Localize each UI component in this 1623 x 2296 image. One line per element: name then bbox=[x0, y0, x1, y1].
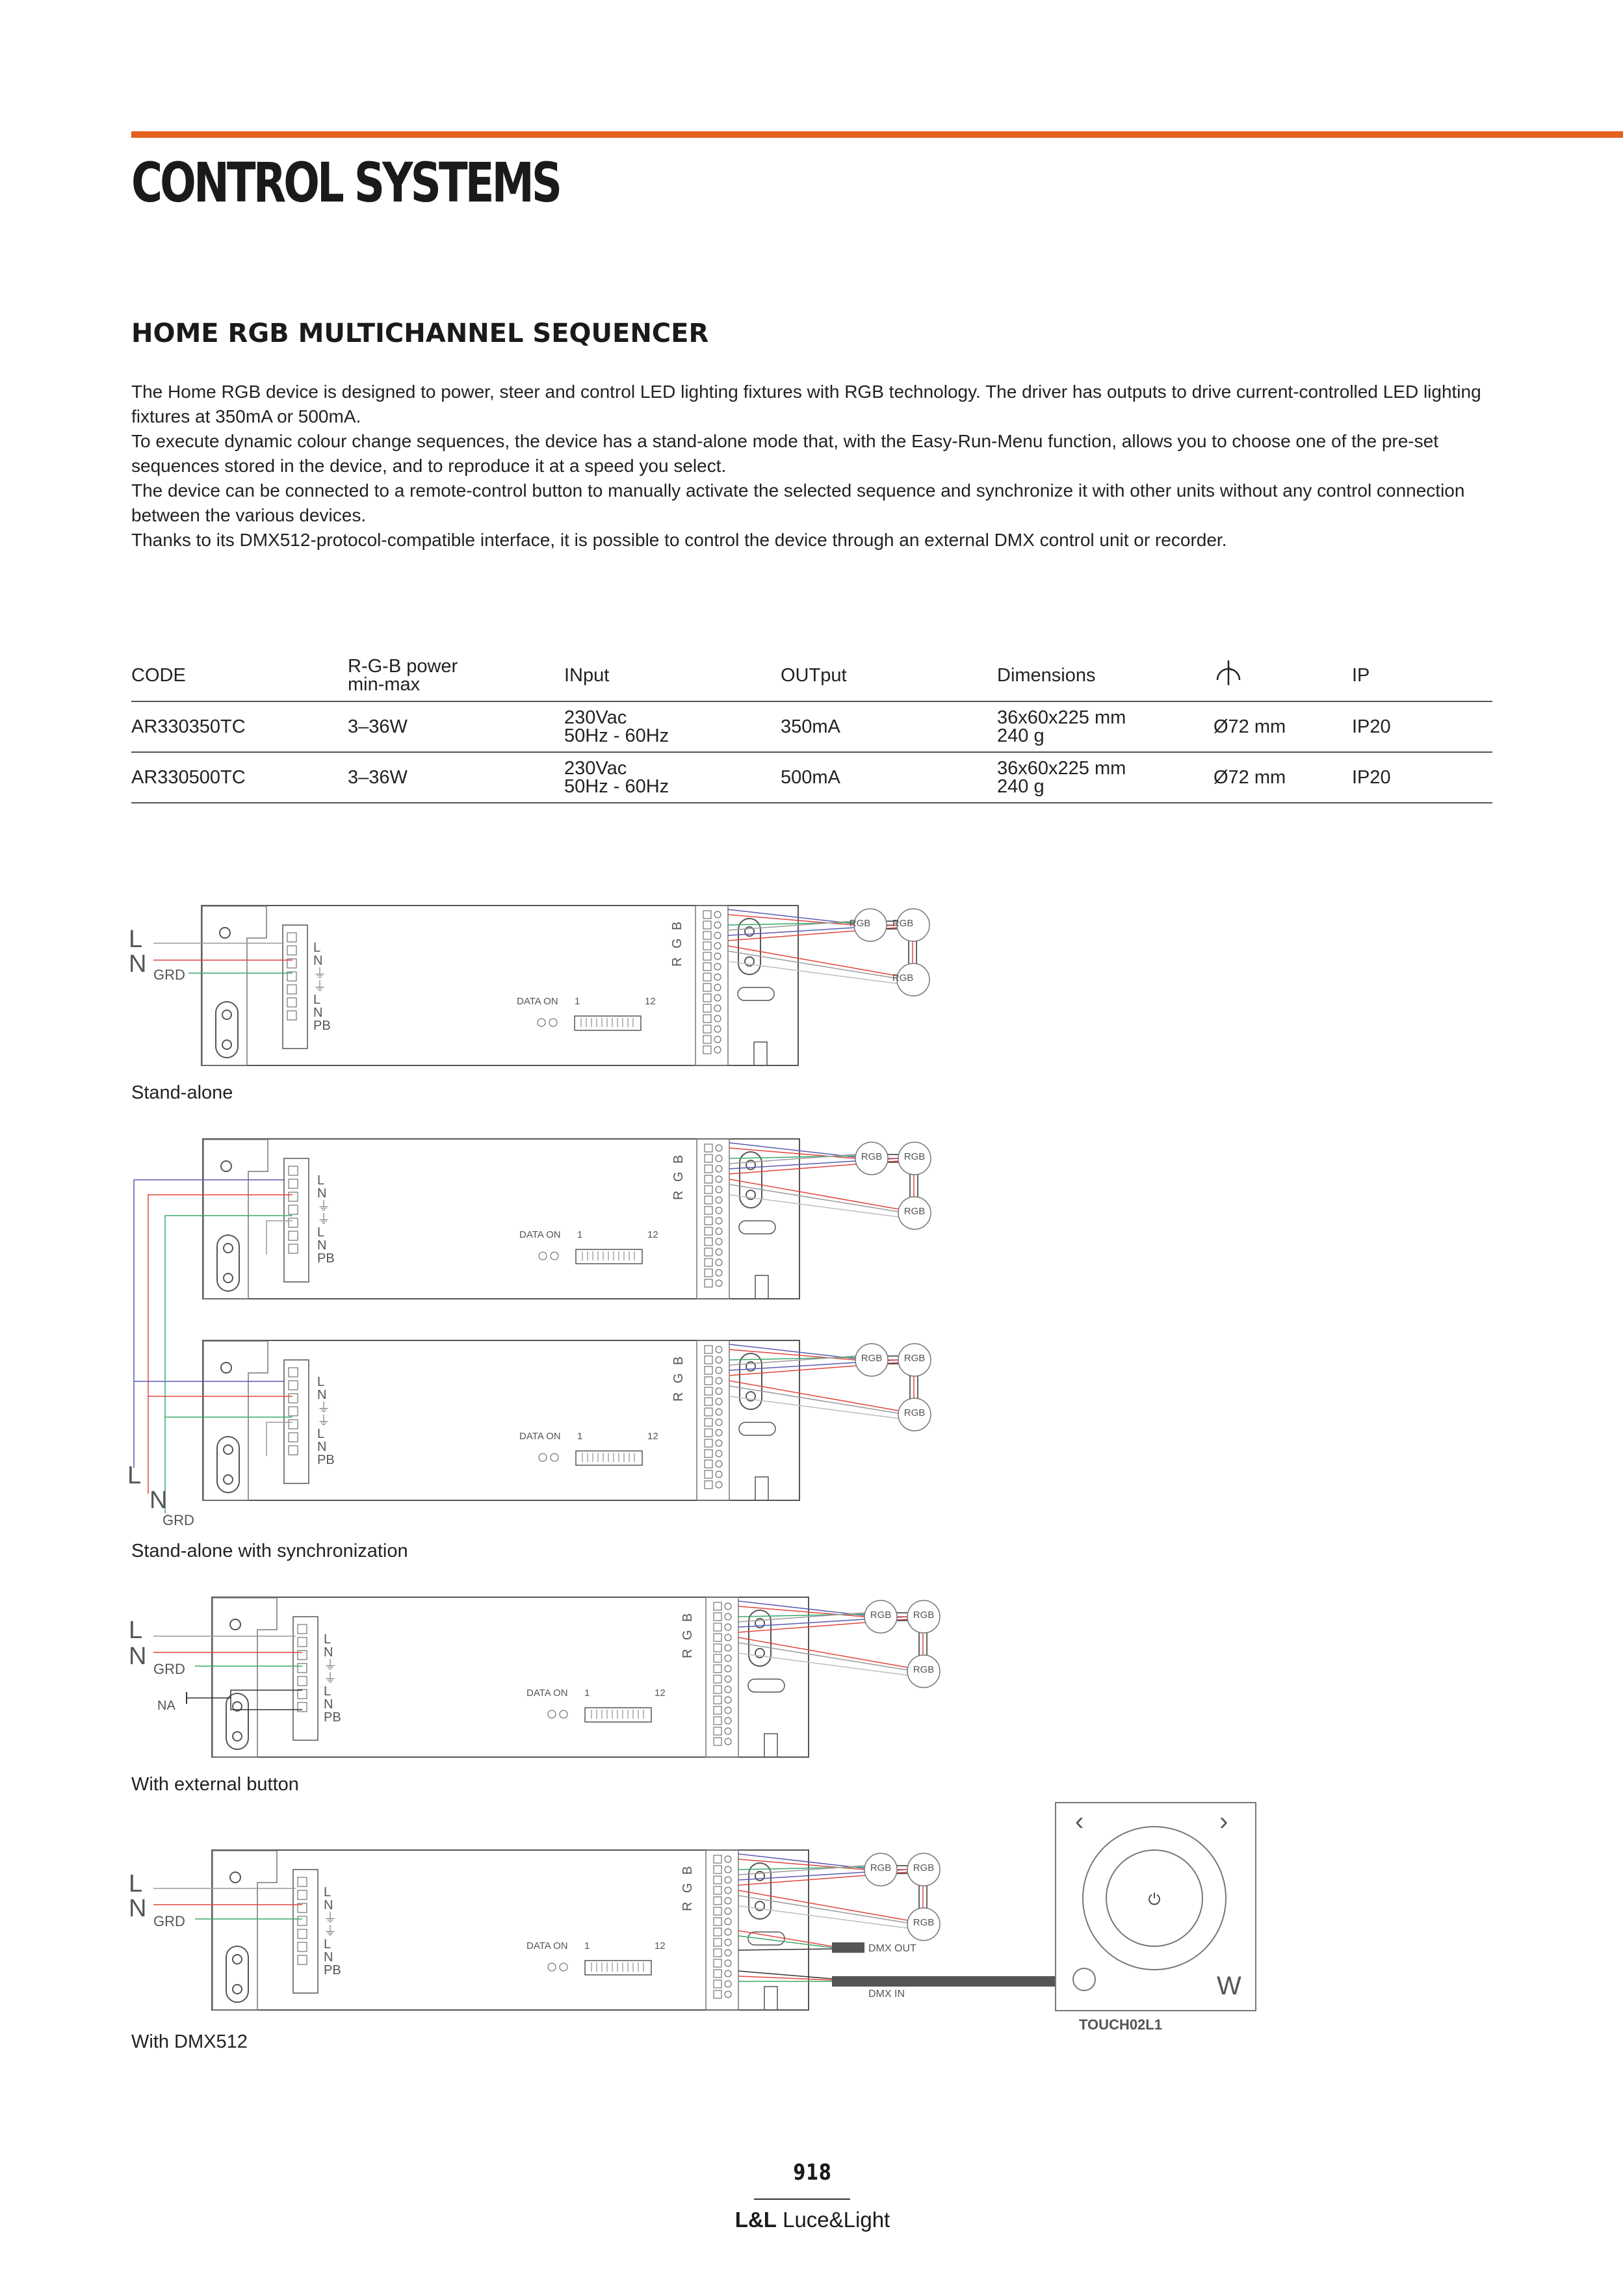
label-R: R bbox=[681, 1901, 695, 1911]
dmx-out-cable bbox=[832, 1942, 864, 1953]
label-R: R bbox=[670, 957, 684, 967]
cell-dim-line: 240 g bbox=[997, 725, 1045, 746]
label-GRD: GRD bbox=[153, 1661, 185, 1677]
term-earth: ⏚ bbox=[324, 1671, 337, 1686]
term-earth: ⏚ bbox=[317, 1414, 330, 1428]
term-L: L bbox=[317, 1375, 325, 1389]
caption-sync: Stand-alone with synchronization bbox=[131, 1541, 408, 1561]
label-dip-start: 1 bbox=[577, 1431, 583, 1442]
term-N: N bbox=[317, 1388, 327, 1402]
term-L: L bbox=[324, 1937, 331, 1951]
term-L: L bbox=[324, 1885, 331, 1899]
cell-input-line: 230Vac bbox=[564, 758, 627, 779]
col-output: OUTput bbox=[781, 650, 997, 701]
label-B: B bbox=[671, 1155, 686, 1164]
term-N: N bbox=[317, 1440, 327, 1454]
label-data-on: DATA ON bbox=[526, 1688, 568, 1699]
label-rgb: RGB bbox=[861, 1151, 883, 1162]
label-rgb: RGB bbox=[892, 918, 914, 929]
term-N: N bbox=[324, 1950, 333, 1964]
label-G: G bbox=[681, 1630, 695, 1640]
intro-paragraph: The Home RGB device is designed to power, steer and control LED lighting fixtures with RGB technology. The driver has outputs to drive current-controlled LED lighting fixtures at 350mA or 500mA. bbox=[131, 382, 1481, 426]
cell-dim-line: 36x60x225 mm bbox=[997, 707, 1126, 728]
term-L: L bbox=[324, 1684, 331, 1699]
intro-paragraph: To execute dynamic colour change sequences, the device has a stand-alone mode that, with the Easy-Run-Menu function, allows you to choose one of the pre-set sequences stored in the device, and to reproduce it at a speed you select. bbox=[131, 431, 1438, 476]
touch-w-label: W bbox=[1217, 1972, 1241, 2000]
cell-code: AR330350TC bbox=[131, 701, 348, 752]
cell-code: AR330500TC bbox=[131, 752, 348, 803]
label-GRD: GRD bbox=[153, 1913, 185, 1929]
caption-standalone: Stand-alone bbox=[131, 1082, 233, 1103]
label-rgb: RGB bbox=[892, 972, 914, 984]
label-data-on: DATA ON bbox=[517, 996, 558, 1007]
label-rgb: RGB bbox=[870, 1610, 892, 1621]
label-dip-start: 1 bbox=[575, 996, 580, 1007]
term-L: L bbox=[313, 993, 321, 1007]
label-R: R bbox=[681, 1649, 695, 1658]
term-N: N bbox=[324, 1645, 333, 1660]
col-code: CODE bbox=[131, 650, 348, 701]
label-dip-end: 12 bbox=[655, 1940, 666, 1951]
label-rgb: RGB bbox=[913, 1917, 935, 1928]
label-G: G bbox=[671, 1171, 686, 1182]
touch-left-icon: ‹ bbox=[1075, 1807, 1084, 1836]
footer-rule bbox=[754, 2198, 850, 2200]
diagram-standalone bbox=[129, 906, 929, 1065]
label-dip-end: 12 bbox=[655, 1688, 666, 1699]
term-L: L bbox=[324, 1632, 331, 1647]
term-earth: ⏚ bbox=[317, 1199, 330, 1214]
cell-dim-line: 240 g bbox=[997, 776, 1045, 797]
page-number: 918 bbox=[793, 2159, 832, 2185]
col-ip: IP bbox=[1352, 650, 1492, 701]
term-N: N bbox=[317, 1238, 327, 1253]
label-rgb: RGB bbox=[861, 1353, 883, 1364]
brand-text: Luce&Light bbox=[783, 2208, 890, 2232]
touch-panel bbox=[1056, 1803, 1256, 2033]
label-dip-start: 1 bbox=[584, 1688, 590, 1699]
touch-model-label: TOUCH02L1 bbox=[1079, 2016, 1162, 2033]
term-PB: PB bbox=[317, 1251, 335, 1266]
term-PB: PB bbox=[313, 1019, 331, 1033]
term-earth: ⏚ bbox=[313, 967, 326, 981]
label-R: R bbox=[671, 1392, 686, 1402]
page-title: CONTROL SYSTEMS bbox=[131, 151, 560, 215]
term-earth: ⏚ bbox=[317, 1212, 330, 1227]
label-G: G bbox=[671, 1373, 686, 1383]
label-dmx-out: DMX OUT bbox=[868, 1943, 916, 1954]
label-B: B bbox=[681, 1613, 695, 1622]
cell-ip: IP20 bbox=[1352, 752, 1492, 803]
term-earth: ⏚ bbox=[313, 980, 326, 994]
cell-input-line: 50Hz - 60Hz bbox=[564, 725, 669, 746]
dmx-in-cable bbox=[832, 1976, 1056, 1987]
caption-external: With external button bbox=[131, 1774, 299, 1795]
label-data-on: DATA ON bbox=[519, 1431, 561, 1442]
term-L: L bbox=[317, 1173, 325, 1188]
term-earth: ⏚ bbox=[324, 1911, 337, 1925]
term-PB: PB bbox=[324, 1963, 341, 1977]
intro-paragraph: The device can be connected to a remote-control button to manually activate the selected sequence and synchronize it with other units without any control connection between the various devices. bbox=[131, 480, 1465, 525]
label-G: G bbox=[681, 1883, 695, 1893]
label-GRD: GRD bbox=[162, 1512, 194, 1528]
label-B: B bbox=[681, 1866, 695, 1875]
label-dip-start: 1 bbox=[584, 1940, 590, 1951]
label-rgb: RGB bbox=[903, 1206, 926, 1217]
term-N: N bbox=[324, 1898, 333, 1912]
cell-input-line: 230Vac bbox=[564, 707, 627, 728]
cell-cutout: Ø72 mm bbox=[1214, 752, 1352, 803]
term-N: N bbox=[313, 954, 323, 968]
brand-logo-text: L&L bbox=[734, 2208, 777, 2232]
label-GRD: GRD bbox=[153, 967, 185, 983]
col-dimensions: Dimensions bbox=[997, 650, 1214, 701]
term-N: N bbox=[324, 1697, 333, 1712]
label-rgb: RGB bbox=[913, 1664, 935, 1675]
brand-name bbox=[702, 2208, 923, 2232]
label-rgb: RGB bbox=[870, 1862, 892, 1873]
term-earth: ⏚ bbox=[324, 1924, 337, 1938]
col-input: INput bbox=[564, 650, 781, 701]
intro-paragraph: Thanks to its DMX512-protocol-compatible interface, it is possible to control the device through an external DMX control unit or recorder. bbox=[131, 530, 1227, 550]
label-rgb: RGB bbox=[903, 1353, 926, 1364]
power-icon: ⏻ bbox=[1148, 1891, 1161, 1909]
label-rgb: RGB bbox=[903, 1407, 926, 1418]
label-N: N bbox=[129, 1643, 147, 1670]
label-dip-end: 12 bbox=[647, 1229, 658, 1240]
term-N: N bbox=[317, 1186, 327, 1201]
cell-power: 3–36W bbox=[348, 701, 564, 752]
term-earth: ⏚ bbox=[324, 1658, 337, 1673]
label-rgb: RGB bbox=[849, 918, 871, 929]
term-PB: PB bbox=[324, 1710, 341, 1725]
cell-input-line: 50Hz - 60Hz bbox=[564, 776, 669, 797]
label-rgb: RGB bbox=[913, 1610, 935, 1621]
label-data-on: DATA ON bbox=[519, 1229, 561, 1240]
label-L: L bbox=[127, 1462, 142, 1489]
label-L: L bbox=[129, 1870, 143, 1898]
cell-dim-line: 36x60x225 mm bbox=[997, 758, 1126, 779]
label-L: L bbox=[129, 1617, 143, 1644]
cell-output: 500mA bbox=[781, 752, 997, 803]
label-N: N bbox=[129, 950, 147, 978]
caption-dmx: With DMX512 bbox=[131, 2031, 248, 2052]
product-title: HOME RGB MULTICHANNEL SEQUENCER bbox=[131, 319, 709, 348]
diagram-external-button bbox=[129, 1597, 940, 1757]
term-N: N bbox=[313, 1006, 323, 1020]
term-PB: PB bbox=[317, 1453, 335, 1467]
label-NA: NA bbox=[157, 1699, 175, 1713]
label-B: B bbox=[671, 1356, 686, 1365]
touch-right-icon: › bbox=[1219, 1807, 1228, 1836]
col-power-line: min-max bbox=[348, 674, 421, 695]
label-L: L bbox=[129, 926, 143, 953]
cell-ip: IP20 bbox=[1352, 701, 1492, 752]
label-data-on: DATA ON bbox=[526, 1940, 568, 1951]
label-dip-start: 1 bbox=[577, 1229, 583, 1240]
cell-power: 3–36W bbox=[348, 752, 564, 803]
term-L: L bbox=[313, 941, 321, 955]
label-rgb: RGB bbox=[903, 1151, 926, 1162]
label-rgb: RGB bbox=[913, 1862, 935, 1873]
label-R: R bbox=[671, 1190, 686, 1200]
label-dip-end: 12 bbox=[645, 996, 656, 1007]
label-B: B bbox=[670, 921, 684, 930]
label-dip-end: 12 bbox=[647, 1431, 658, 1442]
term-earth: ⏚ bbox=[317, 1401, 330, 1415]
term-L: L bbox=[317, 1427, 325, 1441]
term-L: L bbox=[317, 1225, 325, 1240]
label-N: N bbox=[129, 1895, 147, 1922]
diagram-sync bbox=[127, 1139, 931, 1528]
label-G: G bbox=[670, 938, 684, 948]
cell-cutout: Ø72 mm bbox=[1214, 701, 1352, 752]
col-power-line: R-G-B power bbox=[348, 656, 458, 677]
diagram-dmx512 bbox=[129, 1803, 1256, 2033]
label-dmx-in: DMX IN bbox=[868, 1989, 905, 2000]
cell-output: 350mA bbox=[781, 701, 997, 752]
label-N: N bbox=[149, 1487, 168, 1514]
